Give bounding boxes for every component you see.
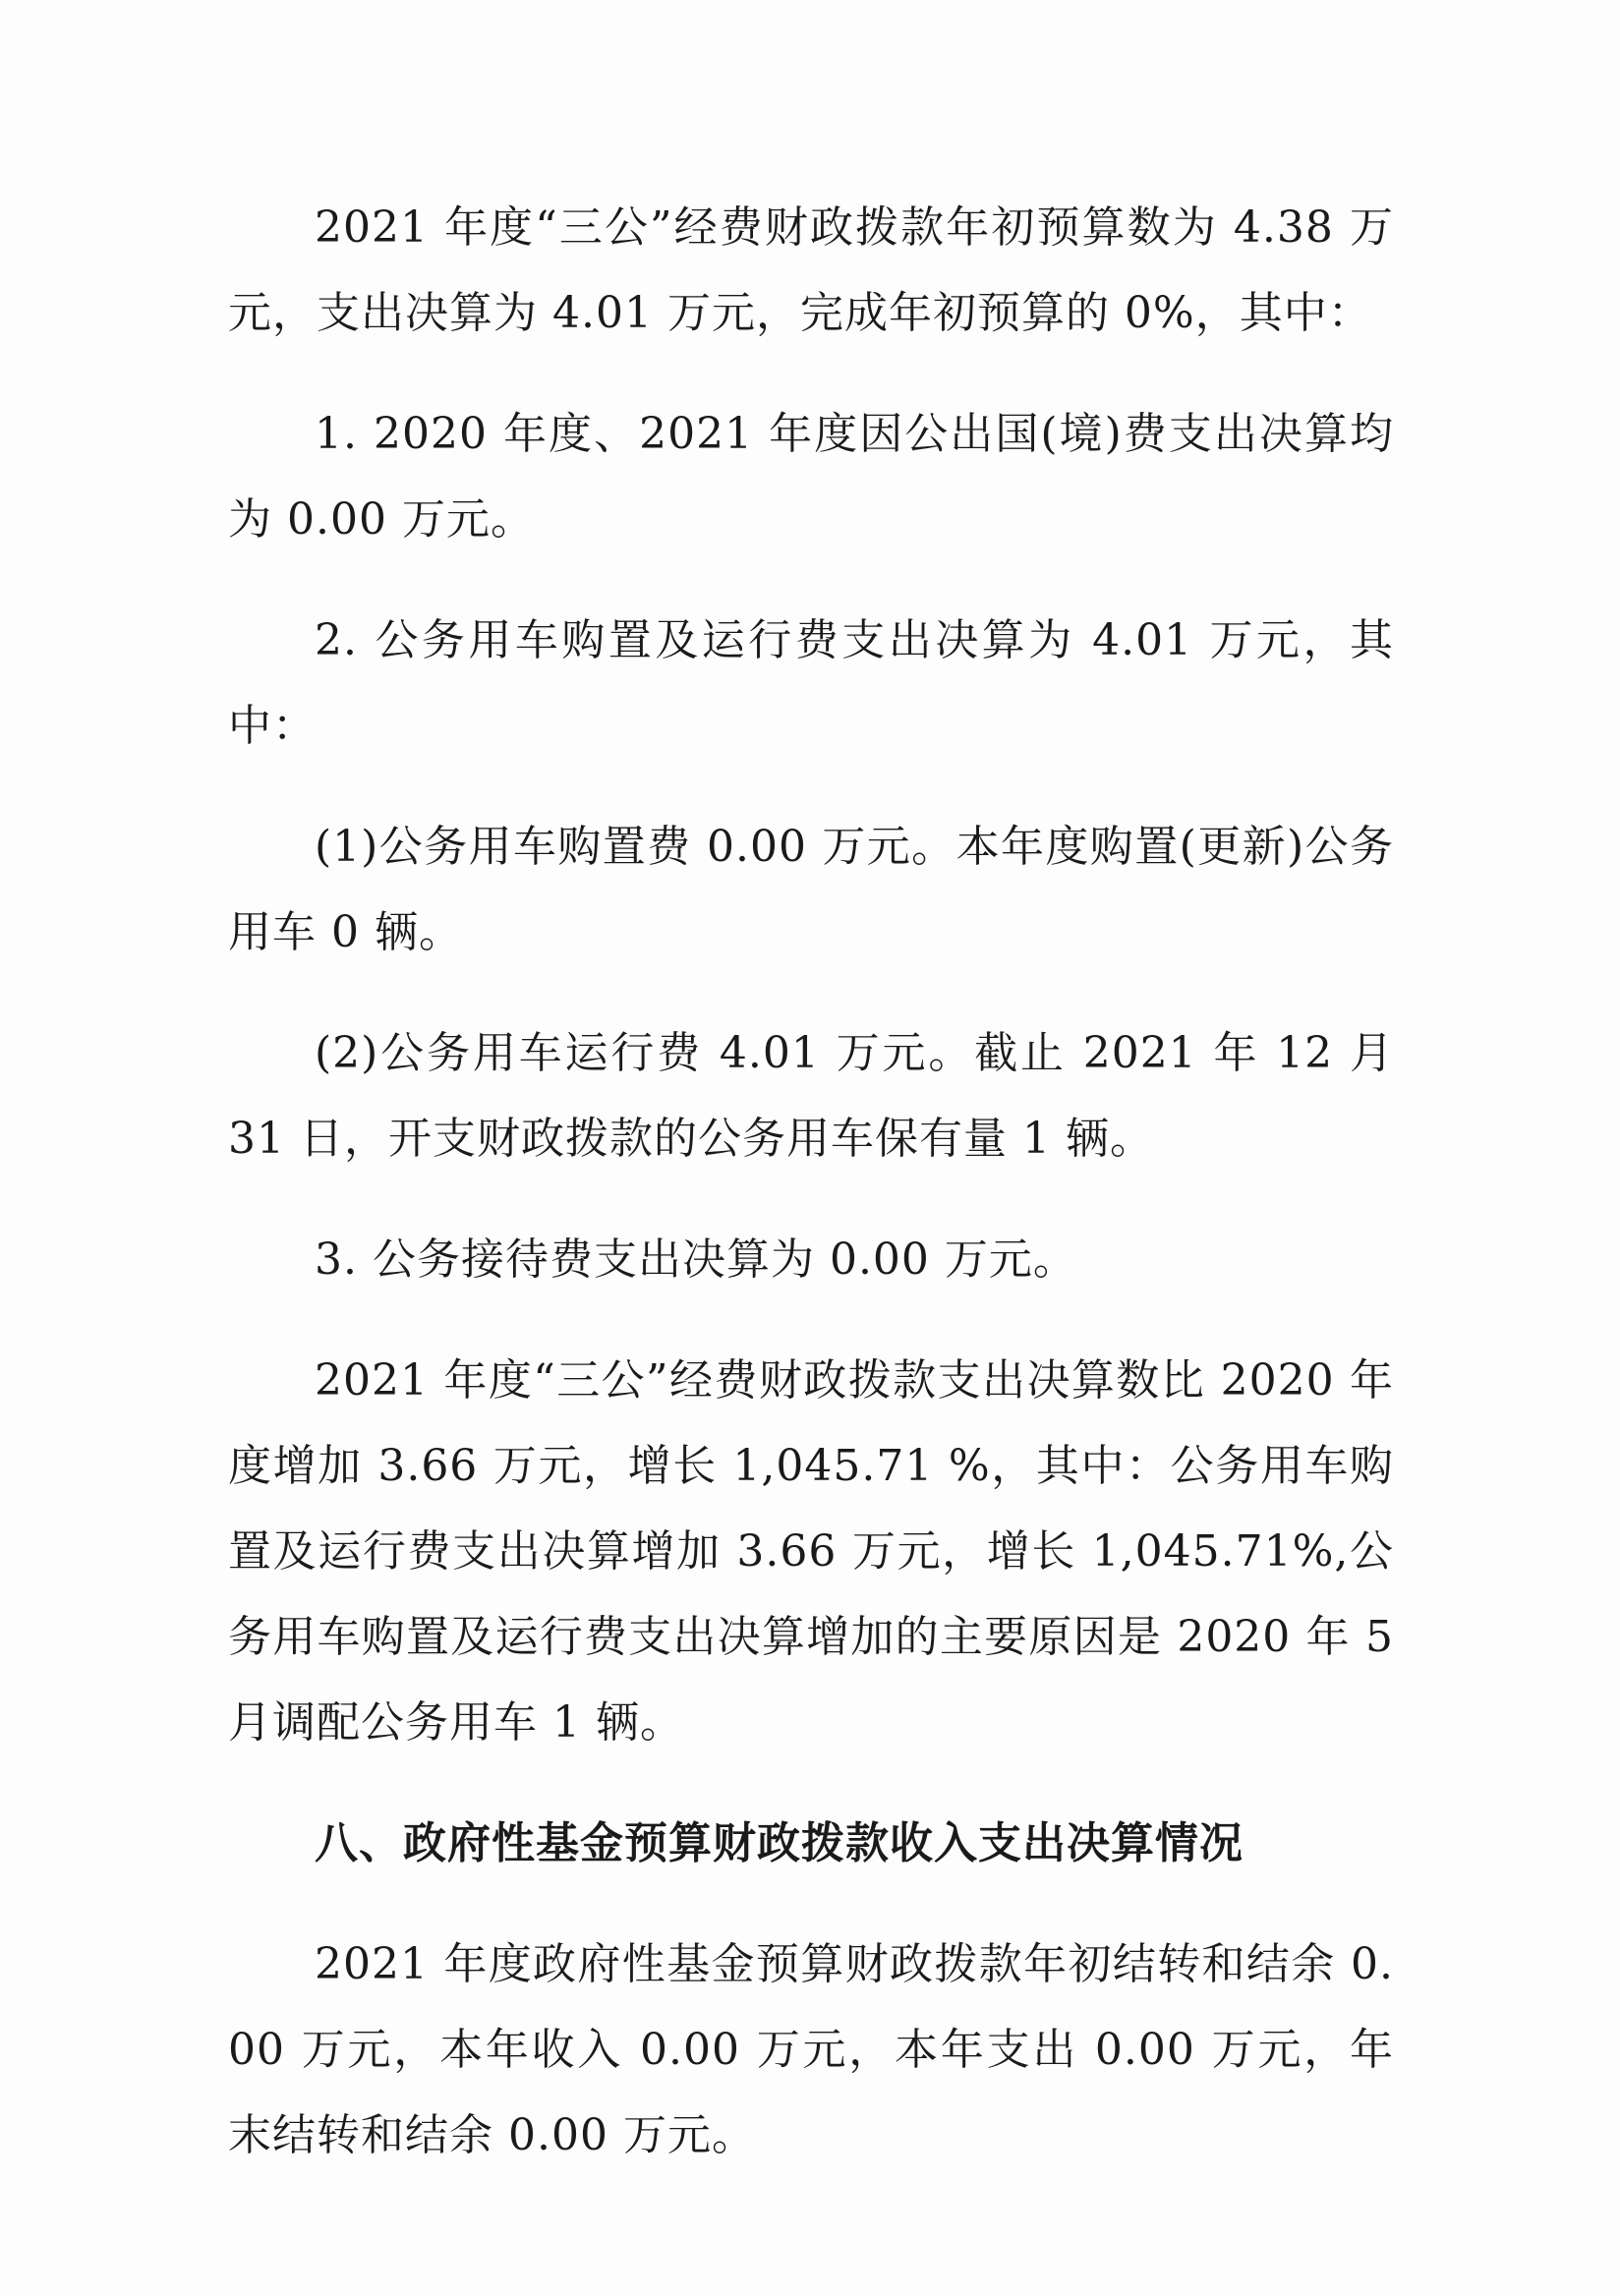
paragraph-budget-summary: 2021 年度“三公”经费财政拨款年初预算数为 4.38 万元，支出决算为 4.01 万元，完成年初预算的 0%，其中： <box>228 202 1394 338</box>
paragraph-fund-budget: 2021 年度政府性基金预算财政拨款年初结转和结余 0.00 万元，本年收入 0.00 万元，本年支出 0.00 万元，年末结转和结余 0.00 万元。 <box>228 1939 1394 2160</box>
paragraph-reception: 3. 公务接待费支出决算为 0.00 万元。 <box>315 1234 1077 1285</box>
paragraph-vehicle-operation: (2)公务用车运行费 4.01 万元。截止 2021 年 12 月 31 日，开支财政拨款的公务用车保有量 1 辆。 <box>228 1028 1394 1164</box>
paragraph-vehicle-purchase: (1)公务用车购置费 0.00 万元。本年度购置(更新)公务用车 0 辆。 <box>228 822 1394 957</box>
paragraph-year-comparison: 2021 年度“三公”经费财政拨款支出决算数比 2020 年度增加 3.66 万元，增长 1,045.71 %，其中：公务用车购置及运行费支出决算增加 3.66 万元，增长 1,045.71%,公务用车购置及运行费支出决算增加的主要原因是 2020 年 5 月调配公务用车 1 辆。 <box>228 1355 1394 1748</box>
paragraph-overseas-travel: 1. 2020 年度、2021 年度因公出国(境)费支出决算均为 0.00 万元。 <box>228 409 1394 545</box>
paragraph-vehicle-total: 2. 公务用车购置及运行费支出决算为 4.01 万元，其中： <box>228 615 1394 751</box>
section-heading: 八、政府性基金预算财政拨款收入支出决算情况 <box>315 1818 1244 1868</box>
document-body <box>228 185 1394 2213</box>
